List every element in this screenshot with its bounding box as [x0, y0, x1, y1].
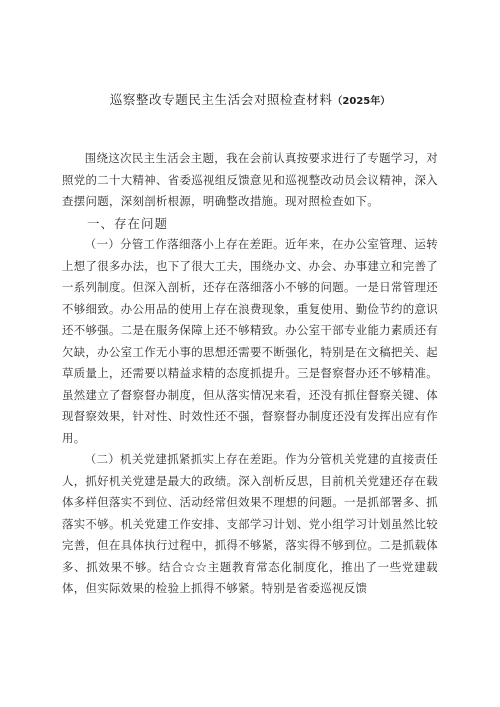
section-heading-problems: 一、存在问题: [87, 215, 169, 231]
problem-paragraph-1: （一）分管工作落细落小上存在差距。近年来，在办公室管理、运转上想了很多办法，也下了很大工夫，围绕办文、办会、办事建立和完善了一系列制度。但深入剖析，还存在落细落小不够的问题。一是日常管理还不够细致。办公用品的使用上存在浪费现象，重复使用、勤俭节约的意识还不够强。二是在服务保障上还不够精致。办公室干部专业能力素质还有欠缺，办公室工作无小事的思想还需要不断强化，特别是在文稿把关、起草质量上，还需要以精益求精的态度抓提升。三是督察督办还不够精准。虽然建立了督察督办制度，但从落实情况来看，还没有抓住督察关键、体现督察效果，针对性、时效性还不强，督察督办制度还没有发挥出应有作用。: [62, 237, 438, 445]
document-title: [0, 91, 500, 111]
problem-paragraph-2: （二）机关党建抓紧抓实上存在差距。作为分管机关党建的直接责任人，抓好机关党建是最大的政绩。深入剖析反思，目前机关党建还存在载体多样但落实不到位、活动经常但效果不理想的问题。一是抓部署多、抓落实不够。机关党建工作安排、支部学习计划、党小组学习计划虽然比较完善，但在具体执行过程中，抓得不够紧，落实得不够到位。二是抓载体多、抓效果不够。结合☆☆主题教育常态化制度化，推出了一些党建载体，但实际效果的检验上抓得不够紧。特别是省委巡视反馈: [62, 452, 438, 595]
title-main: 巡察整改专题民主生活会对照检查材料: [109, 92, 333, 107]
intro-paragraph: 围绕这次民主生活会主题，我在会前认真按要求进行了专题学习，对照党的二十大精神、省委巡视组反馈意见和巡视整改动员会议精神，深入查摆问题，深刻剖析根源，明确整改措施。现对照检查如下。: [62, 151, 438, 208]
title-year: （2025年）: [332, 96, 391, 107]
document-body: [62, 148, 438, 600]
